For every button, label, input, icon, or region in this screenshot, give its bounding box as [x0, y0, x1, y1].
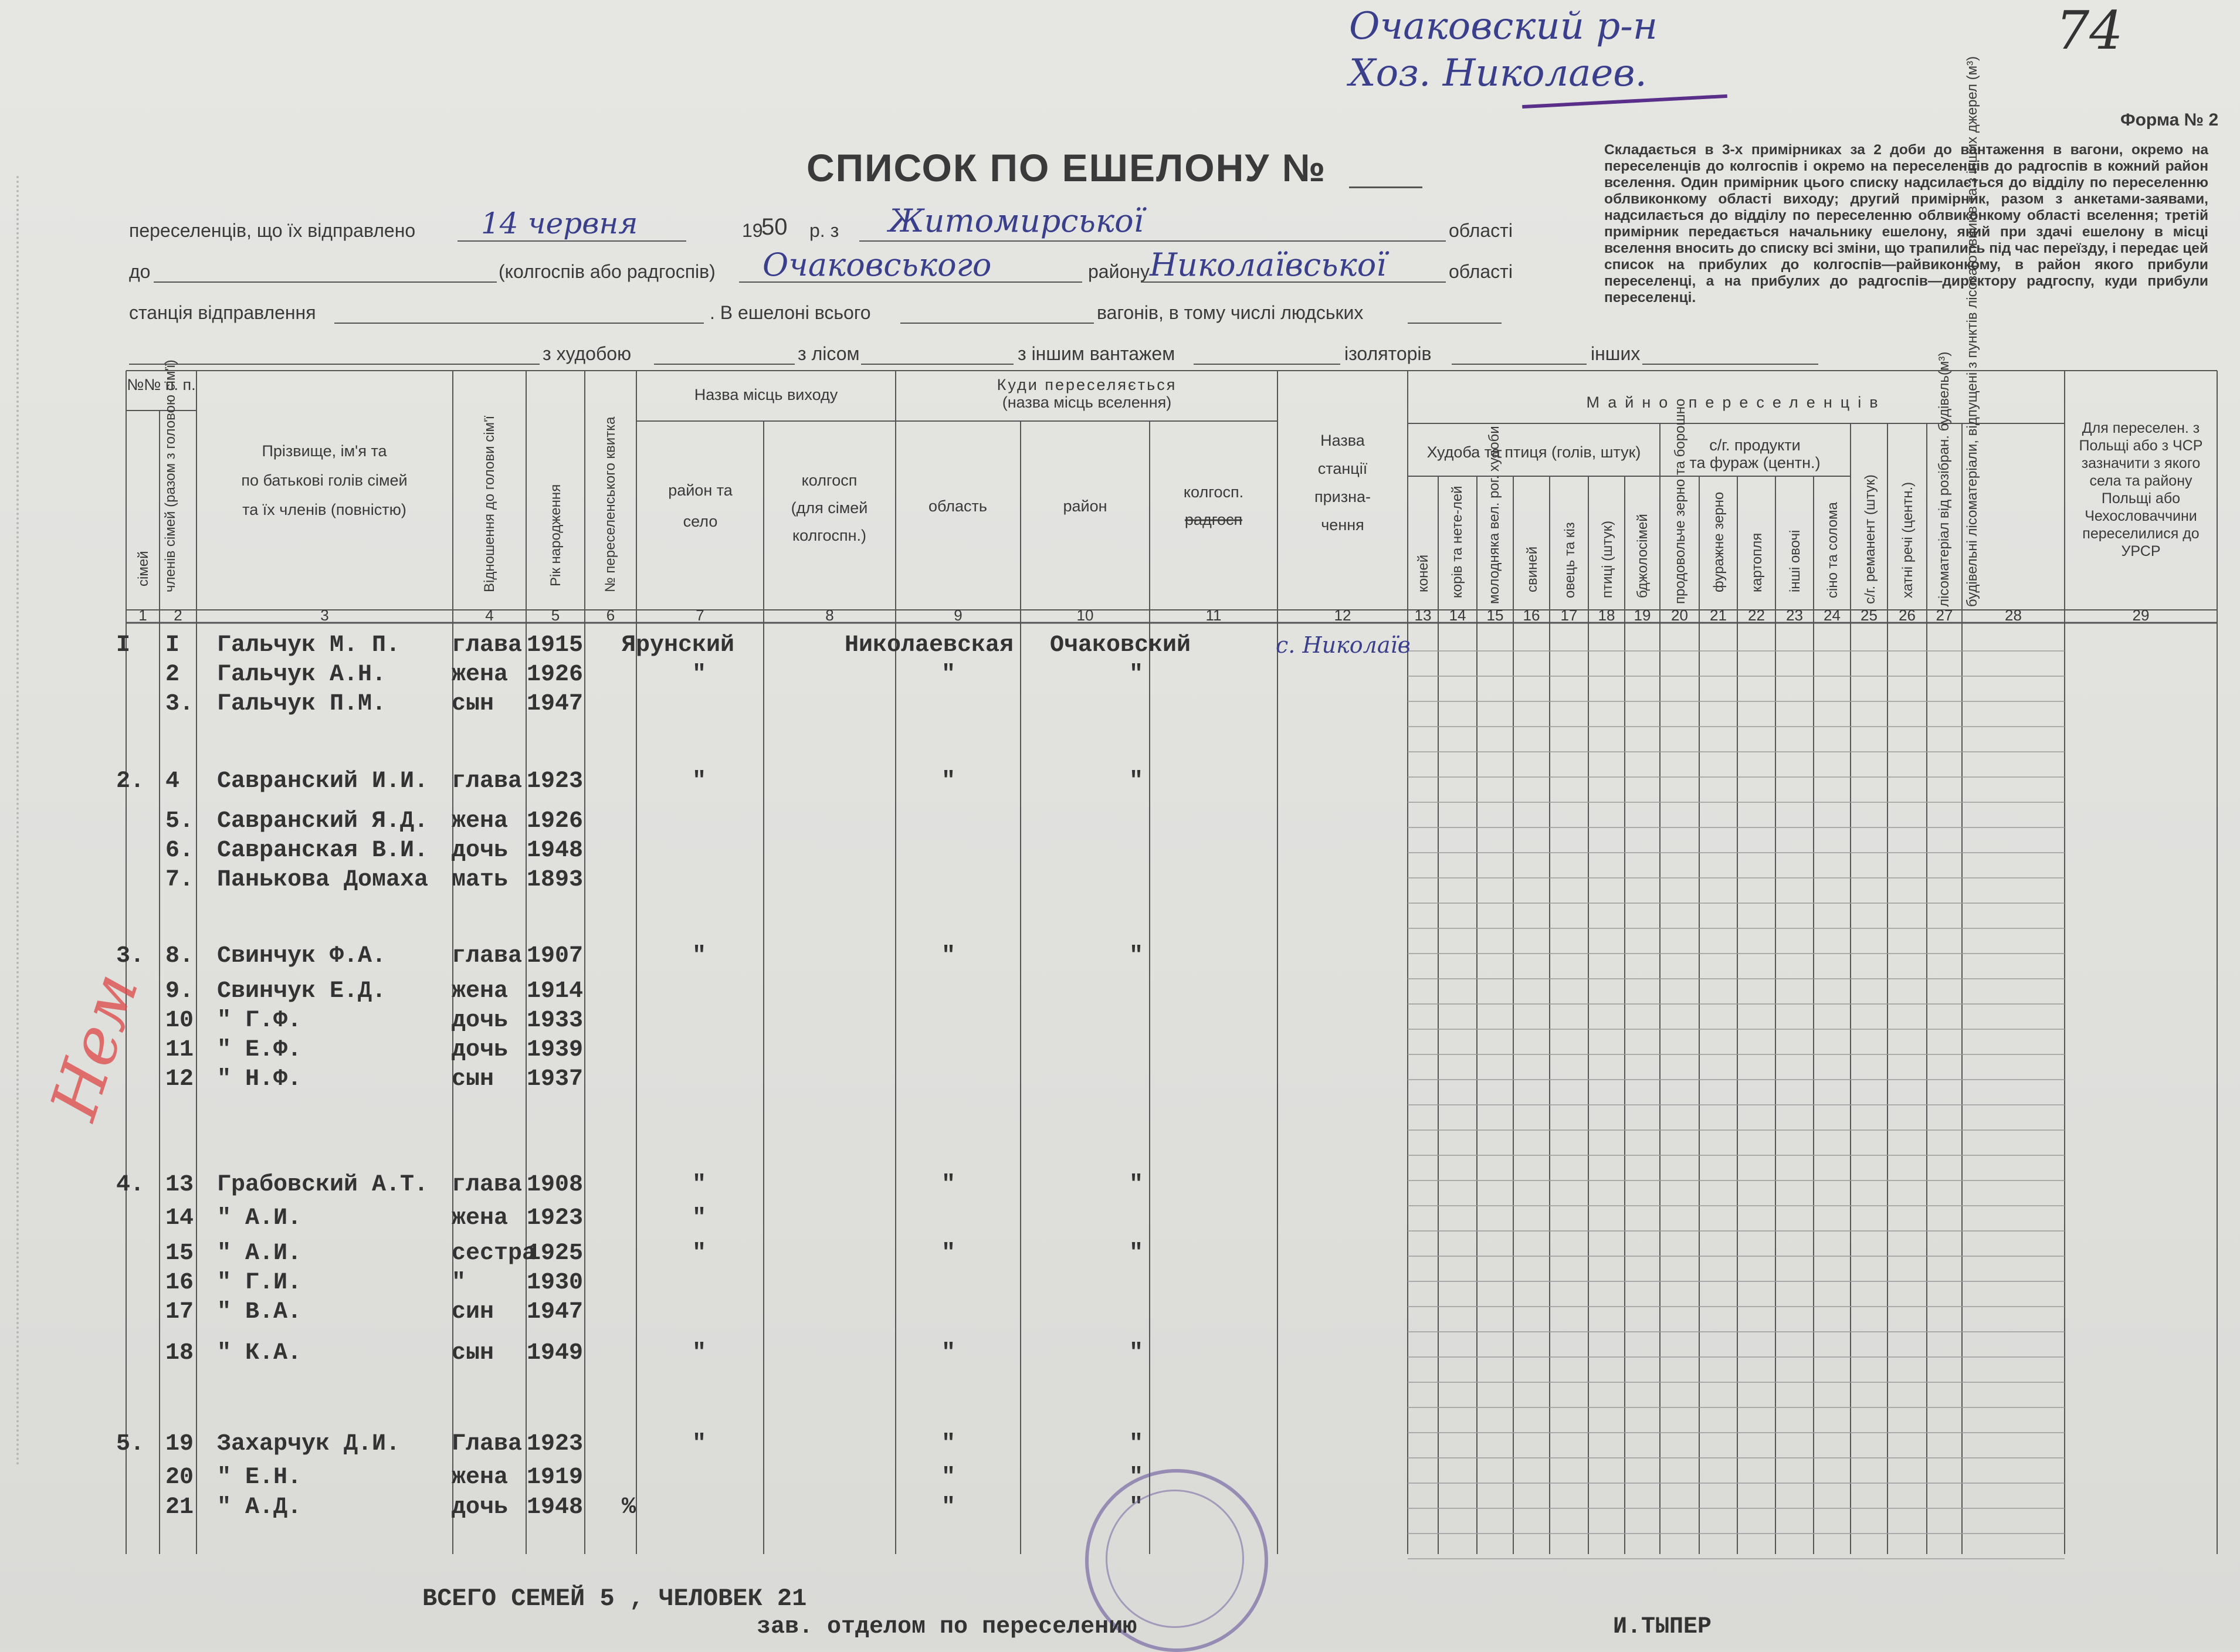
- hdr-produce-2: та фураж (центн.): [1689, 454, 1821, 471]
- col-number-10: 10: [1076, 606, 1094, 624]
- col-header-26: хатні речі (центн.): [1900, 481, 1916, 598]
- col-header-22: картопля: [1749, 532, 1765, 592]
- col-header-8-l1: колгосп: [801, 471, 858, 489]
- col-header-23: інші овочі: [1787, 530, 1803, 592]
- col-header-19: бджолосімей: [1635, 514, 1651, 598]
- row-relation: Глава: [452, 1431, 523, 1457]
- row-relation: син: [452, 1299, 494, 1325]
- col-header-7-l1: район та: [668, 481, 733, 499]
- row-relation: сын: [452, 1066, 494, 1093]
- hdr-nn: №№ п. п.: [127, 376, 196, 394]
- line4-timber: з лісом: [798, 343, 860, 364]
- row-relation: дочь: [452, 1008, 509, 1034]
- col-header-8-l3: колгоспн.): [792, 527, 867, 544]
- row-name: Савранская В.И.: [217, 837, 429, 864]
- col-header-3-l2: по батькові голів сімей: [241, 471, 408, 489]
- row-destination-district: ": [1129, 943, 1144, 969]
- col-number-7: 7: [696, 606, 704, 624]
- line4-isolators: ізоляторів: [1344, 343, 1432, 364]
- row-destination-district: ": [1129, 1240, 1144, 1267]
- col-header-29: Для переселен. з Польщі або з ЧСР зазначити з якого села та району Польщі або Чехословаччини переселилися до УРСР: [2079, 420, 2203, 559]
- row-number: 21: [165, 1494, 194, 1521]
- col-number-26: 26: [1899, 606, 1916, 624]
- row-name: Грабовский А.Т.: [217, 1172, 429, 1198]
- col-header-29-box: [2068, 419, 2214, 607]
- row-relation: глава: [452, 632, 523, 659]
- col-header-6: № переселенського квитка: [602, 416, 618, 592]
- row-family-number: 4.: [116, 1172, 145, 1198]
- hdr-property: Майно переселенців: [1586, 394, 1886, 411]
- col-number-17: 17: [1560, 606, 1578, 624]
- row-number: 11: [165, 1037, 194, 1063]
- table-row: [0, 632, 2240, 658]
- row-birth-year: 1948: [527, 1494, 584, 1521]
- line3-suffix: вагонів, в тому числі людських: [1097, 302, 1364, 323]
- row-number: 9.: [165, 978, 194, 1005]
- row-relation: жена: [452, 1205, 509, 1232]
- row-name: Савранский И.И.: [217, 768, 429, 795]
- row-number: 14: [165, 1205, 194, 1232]
- row-birth-year: 1915: [527, 632, 584, 659]
- row-number: 4: [165, 768, 180, 795]
- table-row: [0, 943, 2240, 969]
- table-row: [0, 1299, 2240, 1325]
- row-number: 7.: [165, 867, 194, 893]
- row-origin: %: [622, 1494, 636, 1521]
- row-name: Панькова Домаха: [217, 867, 429, 893]
- departure-date: 14 червня: [481, 206, 638, 240]
- line4-others: інших: [1591, 343, 1641, 364]
- hdr-origin: Назва місць виходу: [694, 386, 838, 403]
- col-header-8-l2: (для сімей: [791, 499, 868, 517]
- row-destination-region: ": [941, 1431, 956, 1457]
- col-number-6: 6: [606, 606, 615, 624]
- table-row: [0, 1037, 2240, 1063]
- hdr-livestock: Худоба та птиця (голів, штук): [1426, 443, 1641, 461]
- table-row: [0, 662, 2240, 687]
- col-header-21: фуражне зерно: [1711, 491, 1727, 592]
- row-birth-year: 1893: [527, 867, 584, 893]
- col-header-12-l1: Назва: [1320, 432, 1365, 449]
- col-number-19: 19: [1634, 606, 1651, 624]
- row-origin: ": [692, 662, 707, 688]
- row-number: 20: [165, 1464, 194, 1491]
- col-number-11: 11: [1205, 606, 1222, 624]
- row-birth-year: 1933: [527, 1008, 584, 1034]
- footer-signature-title: зав. отделом по переселению: [757, 1614, 1137, 1640]
- col-number-21: 21: [1710, 606, 1727, 624]
- row-name: Гальчук П.М.: [217, 691, 387, 717]
- table-row: [0, 837, 2240, 863]
- line4-other-cargo: з іншим вантажем: [1018, 343, 1175, 364]
- row-name: " Н.Ф.: [217, 1066, 302, 1093]
- hdr-produce-1: с/г. продукти: [1709, 436, 1801, 454]
- origin-region: Житомирської: [889, 202, 1144, 239]
- col-header-11-l2: радгосп: [1184, 511, 1243, 528]
- destination-district: Очаковського: [763, 246, 992, 283]
- col-header-16: свиней: [1524, 546, 1540, 592]
- col-number-23: 23: [1786, 606, 1803, 624]
- row-name: Гальчук А.Н.: [217, 662, 387, 688]
- col-number-24: 24: [1824, 606, 1841, 624]
- official-stamp-inner: [1106, 1490, 1244, 1628]
- table-row: [0, 691, 2240, 717]
- line1-suffix: області: [1449, 220, 1513, 241]
- row-destination-district: ": [1129, 1172, 1144, 1198]
- col-number-1: 1: [138, 606, 147, 624]
- row-destination-region: ": [941, 943, 956, 969]
- row-relation: дочь: [452, 1494, 509, 1521]
- col-header-9: область: [928, 497, 987, 515]
- col-header-7-l2: село: [683, 513, 718, 530]
- departure-year: 50: [761, 214, 788, 240]
- row-birth-year: 1926: [527, 808, 584, 835]
- year-prefix: 19: [742, 220, 763, 241]
- row-relation: мать: [452, 867, 509, 893]
- page-number: 74: [2056, 0, 2123, 62]
- row-name: Савранский Я.Д.: [217, 808, 429, 835]
- row-birth-year: 1919: [527, 1464, 584, 1491]
- row-name: " А.И.: [217, 1205, 302, 1232]
- row-destination-region: ": [941, 1172, 956, 1198]
- footer-total: ВСЕГО СЕМЕЙ 5 , ЧЕЛОВЕК 21: [422, 1585, 807, 1613]
- col-header-2: членів сімей (разом з головою сім'ї): [162, 359, 178, 592]
- row-origin: Ярунский: [622, 632, 735, 659]
- row-destination-region: Николаевская: [845, 632, 1014, 659]
- row-birth-year: 1949: [527, 1340, 584, 1366]
- row-number: 19: [165, 1431, 194, 1457]
- col-header-27: лісоматеріал від розібран. будівель(м³): [1936, 351, 1952, 607]
- table-row: [0, 1431, 2240, 1457]
- line2-prefix: до: [129, 261, 151, 282]
- row-birth-year: 1908: [527, 1172, 584, 1198]
- col-number-14: 14: [1449, 606, 1466, 624]
- col-header-17: овець та кіз: [1562, 522, 1578, 598]
- col-number-29: 29: [2132, 606, 2150, 624]
- row-number: 2: [165, 662, 180, 688]
- row-number: 6.: [165, 837, 194, 864]
- row-birth-year: 1947: [527, 1299, 584, 1325]
- line3-mid: . В ешелоні всього: [710, 302, 871, 323]
- line1-prefix: переселенців, що їх відправлено: [129, 220, 416, 241]
- col-header-12-l2: станції: [1317, 460, 1368, 477]
- row-destination-district: ": [1129, 1494, 1144, 1521]
- row-number: I: [165, 632, 180, 659]
- row-number: 16: [165, 1270, 194, 1296]
- row-destination-district: ": [1129, 1340, 1144, 1366]
- row-birth-year: 1925: [527, 1240, 584, 1267]
- table-row: [0, 1172, 2240, 1198]
- row-destination-region: ": [941, 1340, 956, 1366]
- row-relation: жена: [452, 662, 509, 688]
- col-header-25: с/г. реманент (штук): [1862, 474, 1878, 604]
- col-header-24: сіно та солома: [1825, 502, 1841, 598]
- row-name: " Г.И.: [217, 1270, 302, 1296]
- col-number-25: 25: [1861, 606, 1878, 624]
- row-origin: ": [692, 1172, 707, 1198]
- col-header-28: будівельні лісоматеріали, відпущені з пунктів лісозаготівників та з інших джерел (м³): [1964, 56, 1980, 607]
- line1-mid: р. з: [809, 220, 839, 241]
- row-name: " Е.Н.: [217, 1464, 302, 1491]
- row-number: 18: [165, 1340, 194, 1366]
- row-birth-year: 1948: [527, 837, 584, 864]
- col-number-5: 5: [551, 606, 560, 624]
- col-header-10: район: [1063, 497, 1107, 515]
- handwritten-district-note: Очаковский р-н: [1349, 5, 1658, 48]
- col-header-15: молодняка вел. рог. худоби: [1486, 426, 1502, 604]
- line2-mid2: району: [1088, 261, 1150, 282]
- row-birth-year: 1939: [527, 1037, 584, 1063]
- row-name: " А.И.: [217, 1240, 302, 1267]
- table-row: [0, 1240, 2240, 1266]
- row-name: " А.Д.: [217, 1494, 302, 1521]
- col-header-12-l3: призна-: [1314, 488, 1371, 506]
- row-origin: ": [692, 1340, 707, 1366]
- col-header-5: Рік народження: [548, 484, 564, 586]
- col-number-28: 28: [2005, 606, 2022, 624]
- row-name: Гальчук М. П.: [217, 632, 401, 659]
- table-row: [0, 808, 2240, 834]
- row-number: 12: [165, 1066, 194, 1093]
- col-header-4: Відношення до голови сім'ї: [482, 415, 497, 592]
- col-header-11-l1: колгосп.: [1183, 483, 1244, 501]
- table-row: [0, 867, 2240, 893]
- row-name: " К.А.: [217, 1340, 302, 1366]
- row-relation: сын: [452, 691, 494, 717]
- row-name: " Г.Ф.: [217, 1008, 302, 1034]
- row-name: Захарчук Д.И.: [217, 1431, 401, 1457]
- col-number-20: 20: [1671, 606, 1688, 624]
- line2-mid: (колгоспів або радгоспів): [499, 261, 716, 282]
- col-header-3-l3: та їх членів (повністю): [242, 501, 406, 518]
- row-name: Свинчук Е.Д.: [217, 978, 387, 1005]
- line4-livestock: з худобою: [543, 343, 632, 364]
- col-header-13: коней: [1415, 554, 1431, 592]
- col-header-1: сімей: [135, 551, 151, 586]
- row-relation: сын: [452, 1340, 494, 1366]
- row-destination-district: ": [1129, 1464, 1144, 1491]
- col-number-27: 27: [1936, 606, 1953, 624]
- row-relation: глава: [452, 1172, 523, 1198]
- form-instructions: Складається в 3-х примірниках за 2 доби до вантаження в вагони, окремо на переселенців до колгоспів і окремо на переселенців до радгоспів в кожний район вселення. Один примірник цього списку надсилається до відділу по переселенню облвиконкому області виходу; другий примірник, разом з анкетами-заявами, надсилається до відділу по переселенню облвиконкому області вселення; третій примірник передається начальнику ешелону, який при здачі ешелону в місці вселення вносить до списку всі зміни, що трапились під час переїзду, і передає цей список на прибулих до колгоспів—райвиконкому, в район якого прибули переселенці, а на прибулих до радгоспів—директору радгоспу, куди прибули переселенці.: [1604, 142, 2208, 306]
- row-relation: жена: [452, 978, 509, 1005]
- row-origin: ": [692, 1205, 707, 1232]
- table-row: [0, 1205, 2240, 1231]
- col-number-12: 12: [1334, 606, 1351, 624]
- table-row: [0, 978, 2240, 1004]
- col-number-13: 13: [1414, 606, 1432, 624]
- row-birth-year: 1907: [527, 943, 584, 969]
- row-destination-district: ": [1129, 768, 1144, 795]
- perforation-edge: [16, 176, 21, 1466]
- table-row: [0, 1066, 2240, 1092]
- table-row: [0, 1270, 2240, 1295]
- row-name: " В.А.: [217, 1299, 302, 1325]
- column-numbers: [138, 606, 2149, 624]
- page-title: СПИСОК ПО ЕШЕЛОНУ №: [806, 146, 1327, 189]
- line3-prefix: станція відправлення: [129, 302, 316, 323]
- row-name: " Е.Ф.: [217, 1037, 302, 1063]
- col-header-3-l1: Прізвище, ім'я та: [262, 442, 387, 460]
- col-header-18: птиці (штук): [1599, 520, 1615, 598]
- row-destination-region: ": [941, 1494, 956, 1521]
- row-family-number: I: [116, 632, 131, 659]
- col-number-9: 9: [954, 606, 963, 624]
- row-birth-year: 1926: [527, 662, 584, 688]
- row-destination-district: Очаковский: [1050, 632, 1191, 659]
- row-relation: глава: [452, 768, 523, 795]
- row-relation: глава: [452, 943, 523, 969]
- row-name: Свинчук Ф.А.: [217, 943, 387, 969]
- row-relation: дочь: [452, 837, 509, 864]
- col-number-2: 2: [174, 606, 182, 624]
- row-number: 13: [165, 1172, 194, 1198]
- destination-region: Николаївської: [1150, 246, 1387, 283]
- row-birth-year: 1937: [527, 1066, 584, 1093]
- row-station: с. Николаїв: [1276, 632, 1411, 658]
- row-number: 17: [165, 1299, 194, 1325]
- row-destination-region: ": [941, 1464, 956, 1491]
- col-number-8: 8: [825, 606, 834, 624]
- row-number: 10: [165, 1008, 194, 1034]
- col-number-4: 4: [485, 606, 494, 624]
- row-relation: жена: [452, 1464, 509, 1491]
- row-destination-region: ": [941, 768, 956, 795]
- row-origin: ": [692, 1431, 707, 1457]
- row-birth-year: 1914: [527, 978, 584, 1005]
- row-origin: ": [692, 1240, 707, 1267]
- row-number: 3.: [165, 691, 194, 717]
- col-number-18: 18: [1598, 606, 1615, 624]
- row-relation: сестра: [452, 1240, 537, 1267]
- form-number: Форма № 2: [2120, 110, 2219, 130]
- col-number-16: 16: [1523, 606, 1540, 624]
- row-destination-region: ": [941, 1240, 956, 1267]
- row-number: 15: [165, 1240, 194, 1267]
- row-family-number: 5.: [116, 1431, 145, 1457]
- table-row: [0, 768, 2240, 794]
- row-birth-year: 1923: [527, 1431, 584, 1457]
- table-row: [0, 1340, 2240, 1366]
- hdr-destination-2: (назва місць вселення): [1002, 394, 1172, 411]
- row-number: 5.: [165, 808, 194, 835]
- row-relation: дочь: [452, 1037, 509, 1063]
- footer-signature-name: И.ТЫПЕР: [1613, 1614, 1712, 1640]
- row-destination-region: ": [941, 662, 956, 688]
- red-margin-mark: Нем: [36, 964, 153, 1128]
- hdr-destination-1: Куди переселяється: [997, 376, 1177, 394]
- col-header-14: корів та нете-лей: [1449, 486, 1465, 598]
- row-relation: жена: [452, 808, 509, 835]
- row-family-number: 3.: [116, 943, 145, 969]
- row-origin: ": [692, 943, 707, 969]
- row-birth-year: 1923: [527, 1205, 584, 1232]
- table-row: [0, 1464, 2240, 1490]
- col-number-3: 3: [320, 606, 329, 624]
- col-number-22: 22: [1748, 606, 1765, 624]
- row-destination-district: ": [1129, 662, 1144, 688]
- row-birth-year: 1923: [527, 768, 584, 795]
- col-header-12-l4: чення: [1321, 516, 1364, 534]
- line2-suffix: області: [1449, 261, 1513, 282]
- handwritten-farm-note: Хоз. Николаев.: [1349, 52, 1647, 95]
- row-family-number: 2.: [116, 768, 145, 795]
- table-row: [0, 1008, 2240, 1033]
- row-origin: ": [692, 768, 707, 795]
- col-header-20: продовольче зерно та борошно: [1672, 398, 1688, 604]
- row-birth-year: 1930: [527, 1270, 584, 1296]
- col-number-15: 15: [1486, 606, 1504, 624]
- row-destination-district: ": [1129, 1431, 1144, 1457]
- row-relation: ": [452, 1270, 466, 1296]
- row-birth-year: 1947: [527, 691, 584, 717]
- row-number: 8.: [165, 943, 194, 969]
